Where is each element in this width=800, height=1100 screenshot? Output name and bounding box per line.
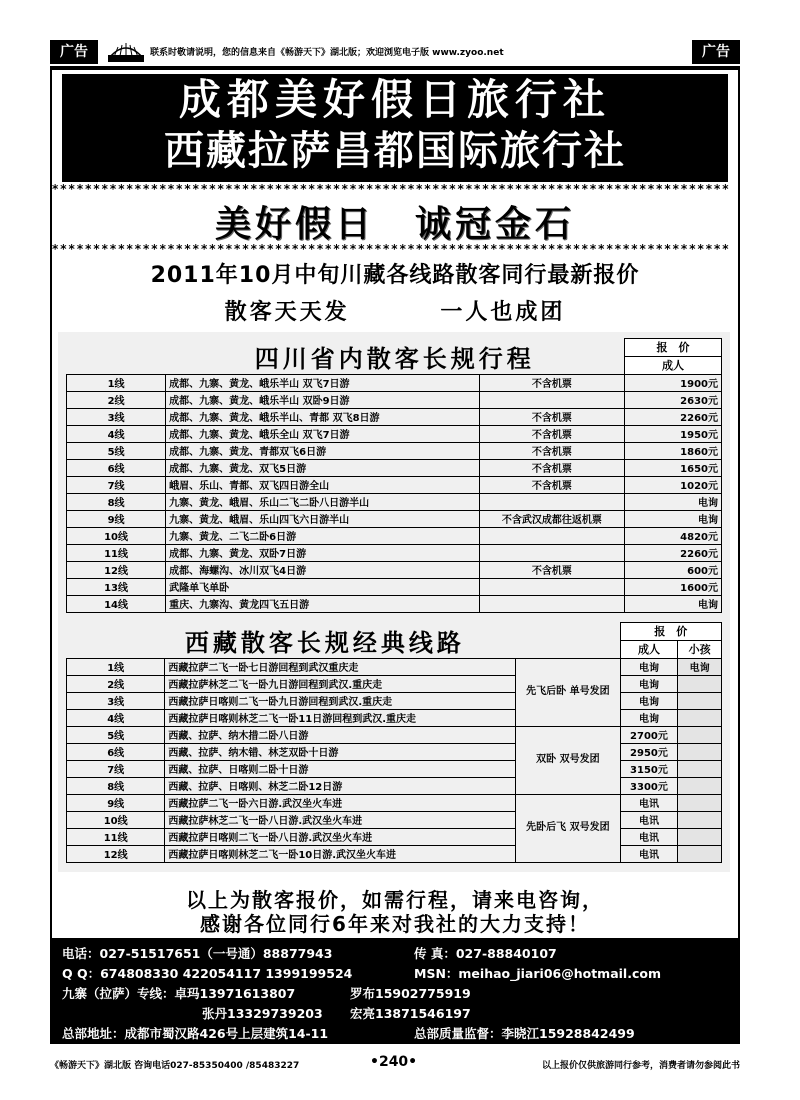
page-number: •240• <box>370 1054 418 1070</box>
route-name: 西藏、拉萨、日喀则、林芝二卧12日游 <box>165 777 516 794</box>
agency-name-2: 西藏拉萨昌都国际旅行社 <box>164 128 626 174</box>
star-divider-top: ********************************************************************************** <box>52 184 731 194</box>
agency-banner <box>62 74 728 182</box>
route-price: 电询 <box>624 595 721 612</box>
route-name: 成都、九寨、黄龙、峨乐半山 双卧9日游 <box>166 391 480 408</box>
route-name: 西藏拉萨林芝二飞一卧九日游回程到武汉.重庆走 <box>165 675 516 692</box>
route-name: 九寨、黄龙、二飞二卧6日游 <box>166 527 480 544</box>
route-name: 西藏、拉萨、纳木错、林芝双卧十日游 <box>165 743 516 760</box>
contact-line-a: 九寨（拉萨）专线：卓玛13971613807 <box>62 986 296 1001</box>
route-adult-price: 电询 <box>620 658 678 675</box>
tagline <box>52 295 738 326</box>
tibet-child-header: 小孩 <box>678 640 722 658</box>
table-row <box>67 760 722 777</box>
tibet-rows <box>67 658 722 862</box>
route-price: 1900元 <box>624 374 721 391</box>
route-price: 1950元 <box>624 425 721 442</box>
tibet-section-title: 西藏散客长规经典线路 <box>184 628 465 657</box>
table-row <box>67 578 722 595</box>
table-row <box>67 374 722 391</box>
route-line-number: 13线 <box>67 578 166 595</box>
route-note <box>479 493 624 510</box>
table-row <box>67 692 722 709</box>
route-line-number: 7线 <box>67 760 165 777</box>
star-divider-bottom: ********************************************************************************** <box>52 244 731 254</box>
route-name: 成都、九寨、黄龙、峨乐半山、青都 双飞8日游 <box>166 408 480 425</box>
route-name: 西藏、拉萨、日喀则二卧十日游 <box>165 760 516 777</box>
departure-group: 先卧后飞 双号发团 <box>516 794 620 862</box>
closing-line-1: 以上为散客报价，如需行程，请来电咨询， <box>186 888 604 912</box>
route-line-number: 2线 <box>67 391 166 408</box>
route-note: 不含武汉成都往返机票 <box>479 510 624 527</box>
route-adult-price: 电询 <box>620 675 678 692</box>
route-price: 电询 <box>624 510 721 527</box>
route-name: 成都、九寨、黄龙、双飞5日游 <box>166 459 480 476</box>
ad-label-left: 广告 <box>50 40 98 64</box>
route-price: 1020元 <box>624 476 721 493</box>
sichuan-adult-header: 成人 <box>624 356 721 374</box>
page-footer <box>50 1054 740 1074</box>
closing-message <box>52 888 738 936</box>
route-line-number: 10线 <box>67 527 166 544</box>
route-name: 成都、海螺沟、冰川双飞4日游 <box>166 561 480 578</box>
contact-line-c: 张丹13329739203 <box>202 1006 323 1021</box>
route-line-number: 9线 <box>67 794 165 811</box>
route-line-number: 1线 <box>67 658 165 675</box>
contact-line-d: 宏亮13871546197 <box>350 1006 471 1021</box>
table-row <box>67 709 722 726</box>
departure-group: 双卧 双号发团 <box>516 726 620 794</box>
route-adult-price: 电讯 <box>620 794 678 811</box>
route-child-price <box>678 726 722 743</box>
route-line-number: 1线 <box>67 374 166 391</box>
route-price: 4820元 <box>624 527 721 544</box>
route-note <box>479 595 624 612</box>
magazine-logo-icon <box>106 41 146 63</box>
sichuan-price-table <box>66 338 722 613</box>
route-price: 1860元 <box>624 442 721 459</box>
table-row <box>67 442 722 459</box>
route-price: 1600元 <box>624 578 721 595</box>
route-name: 九寨、黄龙、峨眉、乐山四飞六日游半山 <box>166 510 480 527</box>
table-row <box>67 391 722 408</box>
route-name: 西藏拉萨二飞一卧七日游回程到武汉重庆走 <box>165 658 516 675</box>
route-note <box>479 391 624 408</box>
route-price: 1650元 <box>624 459 721 476</box>
top-ad-bar <box>50 40 740 69</box>
sichuan-price-header: 报 价 <box>624 339 721 357</box>
route-name: 西藏拉萨林芝二飞一卧八日游.武汉坐火车进 <box>165 811 516 828</box>
route-child-price <box>678 743 722 760</box>
contact-panel <box>52 938 738 1042</box>
table-row <box>67 726 722 743</box>
route-child-price: 电询 <box>678 658 722 675</box>
route-adult-price: 电讯 <box>620 845 678 862</box>
table-row <box>67 408 722 425</box>
route-name: 成都、九寨、黄龙、青都双飞6日游 <box>166 442 480 459</box>
route-line-number: 8线 <box>67 777 165 794</box>
tibet-price-header: 报 价 <box>620 623 721 641</box>
table-row <box>67 544 722 561</box>
route-price: 2260元 <box>624 544 721 561</box>
route-line-number: 4线 <box>67 709 165 726</box>
route-adult-price: 3150元 <box>620 760 678 777</box>
route-note <box>479 544 624 561</box>
route-line-number: 10线 <box>67 811 165 828</box>
table-row <box>67 561 722 578</box>
contact-supervisor: 总部质量监督：李晓江15928842499 <box>414 1026 635 1041</box>
route-line-number: 3线 <box>67 692 165 709</box>
route-adult-price: 电询 <box>620 692 678 709</box>
route-child-price <box>678 777 722 794</box>
contact-address: 总部地址：成都市蜀汉路426号上层建筑14-11 <box>62 1026 329 1041</box>
contact-phone: 电话：027-51517651（一号通）88877943 <box>62 946 333 961</box>
route-child-price <box>678 709 722 726</box>
route-child-price <box>678 692 722 709</box>
route-note: 不含机票 <box>479 408 624 425</box>
ad-notice-text: 联系时敬请说明，您的信息来自《畅游天下》湖北版；欢迎浏览电子版 www.zyoo.net <box>150 48 504 58</box>
route-line-number: 12线 <box>67 561 166 578</box>
route-name: 成都、九寨、黄龙、双卧7日游 <box>166 544 480 561</box>
route-line-number: 3线 <box>67 408 166 425</box>
route-price: 2260元 <box>624 408 721 425</box>
route-line-number: 8线 <box>67 493 166 510</box>
route-adult-price: 电询 <box>620 709 678 726</box>
table-row <box>67 425 722 442</box>
route-line-number: 11线 <box>67 828 165 845</box>
table-row <box>67 493 722 510</box>
route-child-price <box>678 845 722 862</box>
contact-qq: Q Q：674808330 422054117 1399199524 <box>62 966 353 981</box>
table-row <box>67 595 722 612</box>
route-adult-price: 2700元 <box>620 726 678 743</box>
slogan: 美好假日 诚冠金石 <box>214 204 575 245</box>
route-note <box>479 578 624 595</box>
price-list-title: 2011年10月中旬川藏各线路散客同行最新报价 <box>150 263 640 288</box>
route-child-price <box>678 811 722 828</box>
route-price: 600元 <box>624 561 721 578</box>
closing-line-2: 感谢各位同行6年来对我社的大力支持！ <box>200 912 590 936</box>
table-row <box>67 743 722 760</box>
table-row <box>67 794 722 811</box>
route-name: 武隆单飞单卧 <box>166 578 480 595</box>
route-note: 不含机票 <box>479 459 624 476</box>
route-line-number: 7线 <box>67 476 166 493</box>
route-note: 不含机票 <box>479 561 624 578</box>
route-line-number: 4线 <box>67 425 166 442</box>
route-name: 重庆、九寨沟、黄龙四飞五日游 <box>166 595 480 612</box>
route-name: 成都、九寨、黄龙、峨乐半山 双飞7日游 <box>166 374 480 391</box>
route-note: 不含机票 <box>479 425 624 442</box>
tibet-price-table <box>66 622 722 863</box>
tagline-right: 一人也成团 <box>440 300 566 325</box>
table-row <box>67 527 722 544</box>
tagline-left: 散客天天发 <box>224 300 350 325</box>
tibet-adult-header: 成人 <box>620 640 678 658</box>
route-price: 2630元 <box>624 391 721 408</box>
route-note: 不含机票 <box>479 374 624 391</box>
sichuan-section-title: 四川省内散客长规行程 <box>254 344 535 373</box>
sichuan-rows <box>67 374 722 612</box>
route-line-number: 12线 <box>67 845 165 862</box>
table-row <box>67 777 722 794</box>
ad-label-right: 广告 <box>692 40 740 64</box>
route-line-number: 9线 <box>67 510 166 527</box>
table-row <box>67 811 722 828</box>
table-row <box>67 459 722 476</box>
contact-msn: MSN：meihao_jiari06@hotmail.com <box>414 966 661 981</box>
route-name: 西藏拉萨二飞一卧六日游.武汉坐火车进 <box>165 794 516 811</box>
agency-name-1: 成都美好假日旅行社 <box>178 75 611 124</box>
footer-right: 以上报价仅供旅游同行参考，消费者请勿参阅此书 <box>541 1061 740 1071</box>
route-line-number: 2线 <box>67 675 165 692</box>
route-note: 不含机票 <box>479 442 624 459</box>
route-child-price <box>678 675 722 692</box>
route-adult-price: 电讯 <box>620 828 678 845</box>
route-line-number: 6线 <box>67 459 166 476</box>
table-row <box>67 510 722 527</box>
route-price: 电询 <box>624 493 721 510</box>
route-name: 西藏拉萨日喀则林芝二飞一卧10日游.武汉坐火车进 <box>165 845 516 862</box>
contact-line-b: 罗布15902775919 <box>350 986 471 1001</box>
footer-left: 《畅游天下》湖北版 咨询电话027-85350400 /85483227 <box>50 1061 300 1071</box>
route-adult-price: 电讯 <box>620 811 678 828</box>
route-name: 西藏拉萨日喀则二飞一卧九日游回程到武汉.重庆走 <box>165 692 516 709</box>
route-adult-price: 2950元 <box>620 743 678 760</box>
route-child-price <box>678 760 722 777</box>
route-line-number: 5线 <box>67 442 166 459</box>
table-row <box>67 828 722 845</box>
route-child-price <box>678 794 722 811</box>
route-name: 成都、九寨、黄龙、峨乐全山 双飞7日游 <box>166 425 480 442</box>
route-line-number: 14线 <box>67 595 166 612</box>
route-name: 九寨、黄龙、峨眉、乐山二飞二卧八日游半山 <box>166 493 480 510</box>
route-name: 西藏、拉萨、纳木措二卧八日游 <box>165 726 516 743</box>
table-row <box>67 845 722 862</box>
table-row <box>67 658 722 675</box>
route-line-number: 5线 <box>67 726 165 743</box>
departure-group: 先飞后卧 单号发团 <box>516 658 620 726</box>
route-note <box>479 527 624 544</box>
route-note: 不含机票 <box>479 476 624 493</box>
contact-fax: 传 真：027-88840107 <box>414 946 557 961</box>
route-name: 西藏拉萨日喀则二飞一卧八日游.武汉坐火车进 <box>165 828 516 845</box>
route-name: 峨眉、乐山、青都、双飞四日游全山 <box>166 476 480 493</box>
route-adult-price: 3300元 <box>620 777 678 794</box>
table-row <box>67 675 722 692</box>
route-line-number: 11线 <box>67 544 166 561</box>
route-child-price <box>678 828 722 845</box>
route-line-number: 6线 <box>67 743 165 760</box>
route-name: 西藏拉萨日喀则林芝二飞一卧11日游回程到武汉.重庆走 <box>165 709 516 726</box>
table-row <box>67 476 722 493</box>
